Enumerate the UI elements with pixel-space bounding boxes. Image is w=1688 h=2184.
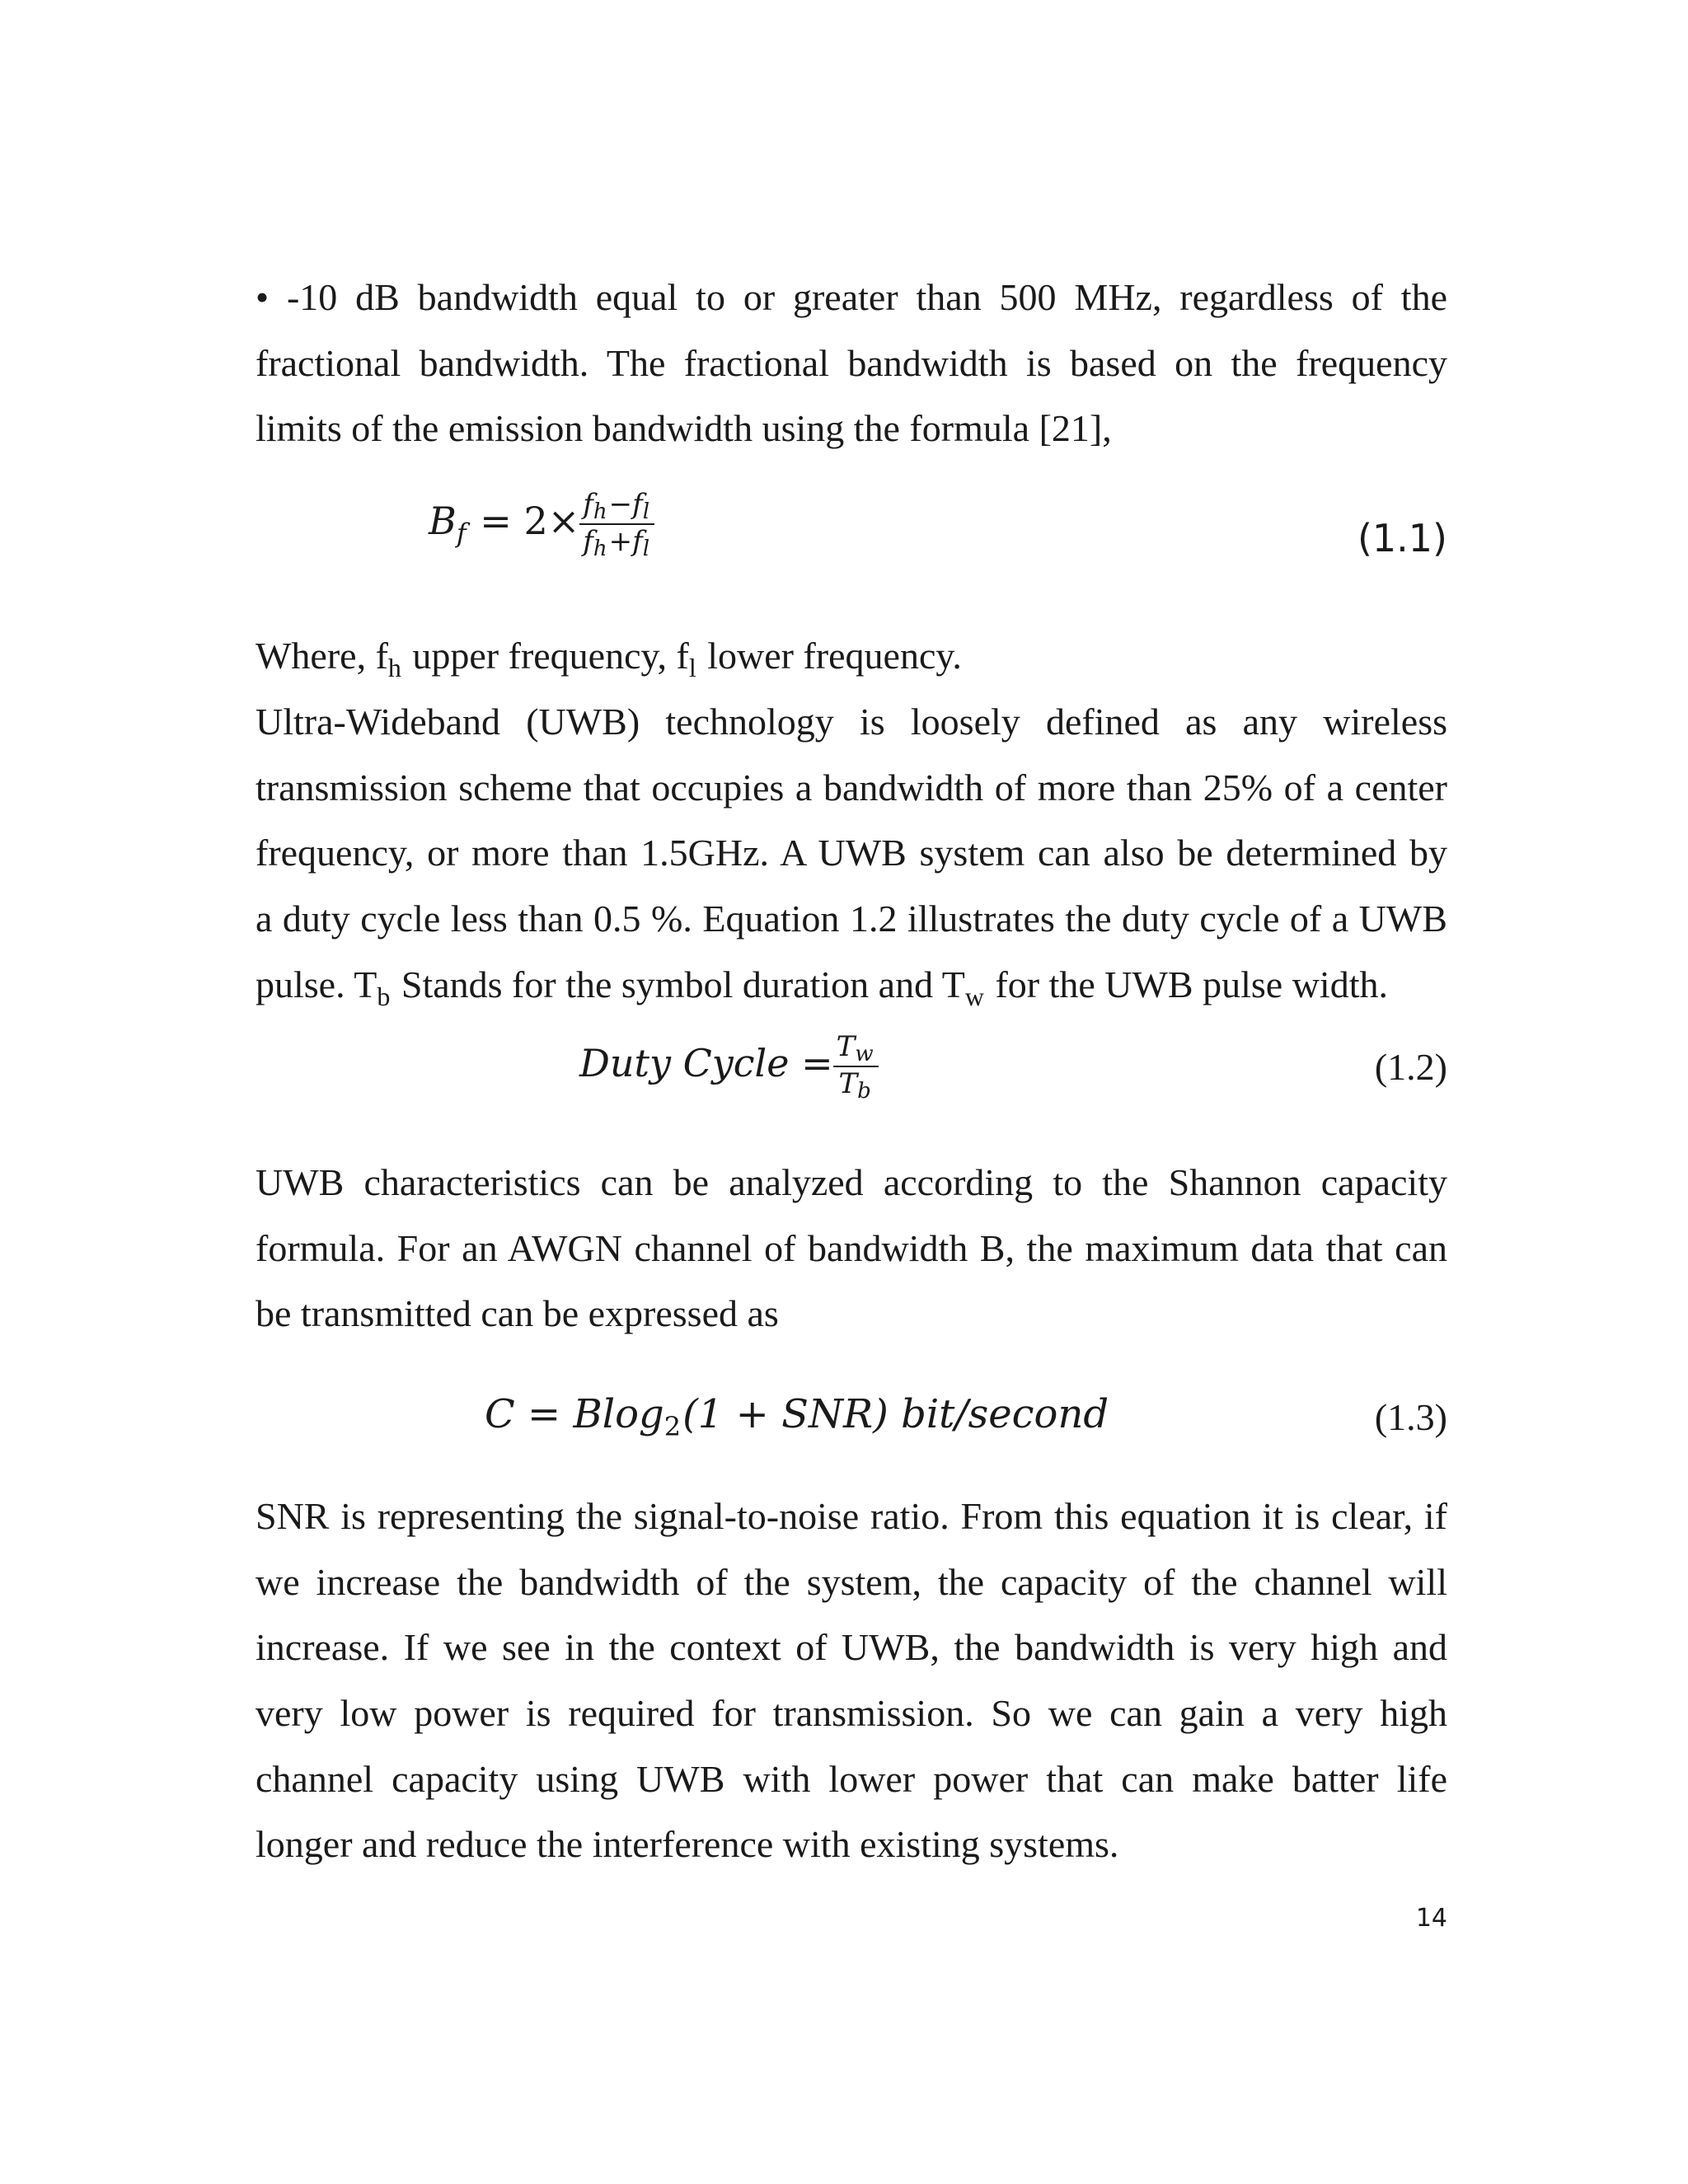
equation-1-1-number: (1.1) [1357, 516, 1447, 560]
equation-1-2-number: (1.2) [1374, 1046, 1447, 1088]
equation-1-1 [429, 488, 654, 560]
paragraph-4-line-4: very low power is required for transmission. So we can gain a very high [256, 1692, 1447, 1734]
paragraph-2-line-3: frequency, or more than 1.5GHz. A UWB system can also be determined by [256, 832, 1447, 874]
eq2-lhs: Duty Cycle = [579, 1041, 833, 1085]
paragraph-3-line-2: formula. For an AWGN channel of bandwidth B, the maximum data that can [256, 1227, 1447, 1269]
paragraph-4-line-1: SNR is representing the signal-to-noise ratio. From this equation it is clear, if [256, 1495, 1447, 1537]
page-number: 14 [1415, 1904, 1447, 1933]
paragraph-3-line-3: be transmitted can be expressed as [256, 1292, 779, 1334]
equation-1-2 [579, 1030, 879, 1103]
equation-1-3: C = Blog$_2$(1 + SNR) bit/second [485, 1391, 1109, 1442]
eq2-denominator: Tb [838, 1067, 871, 1104]
paragraph-4-line-5: channel capacity using UWB with lower power that can make batter life [256, 1758, 1447, 1800]
eq1-lhs: $B_f$ [429, 499, 467, 549]
eq1-equals: = 2× [467, 499, 580, 543]
paragraph-1-line-2: fractional bandwidth. The fractional bandwidth is based on the frequency [256, 342, 1447, 384]
eq1-fraction [579, 488, 654, 560]
paragraph-2-line-5: pulse. $T_b$ Stands for the symbol duration and $T_w$ for the UWB pulse width. [256, 963, 1388, 1011]
where-line: Where, $f_h$ upper frequency, $f_l$ lower frequency. [256, 635, 962, 682]
paragraph-4-line-6: longer and reduce the interference with existing systems. [256, 1823, 1119, 1865]
eq1-denominator: fh+fl [583, 525, 650, 561]
paragraph-3-line-1: UWB characteristics can be analyzed according to the Shannon capacity [256, 1161, 1447, 1203]
eq1-numerator: fh−fl [579, 488, 654, 525]
eq2-fraction [833, 1030, 879, 1103]
equation-1-3-number: (1.3) [1374, 1396, 1447, 1438]
paragraph-1-line-3: limits of the emission bandwidth using the formula [21], [256, 407, 1112, 449]
paragraph-2-line-4: a duty cycle less than 0.5 %. Equation 1.2 illustrates the duty cycle of a UWB [256, 898, 1447, 940]
paragraph-2-line-1: Ultra-Wideband (UWB) technology is loosely defined as any wireless [256, 701, 1447, 743]
paragraph-4-line-2: we increase the bandwidth of the system, the capacity of the channel will [256, 1561, 1447, 1603]
paragraph-2-line-2: transmission scheme that occupies a bandwidth of more than 25% of a center [256, 766, 1447, 808]
eq2-numerator: Tw [833, 1030, 879, 1067]
paragraph-1-line-1: • -10 dB bandwidth equal to or greater than 500 MHz, regardless of the [256, 276, 1447, 318]
paragraph-4-line-3: increase. If we see in the context of UWB, the bandwidth is very high and [256, 1626, 1447, 1668]
